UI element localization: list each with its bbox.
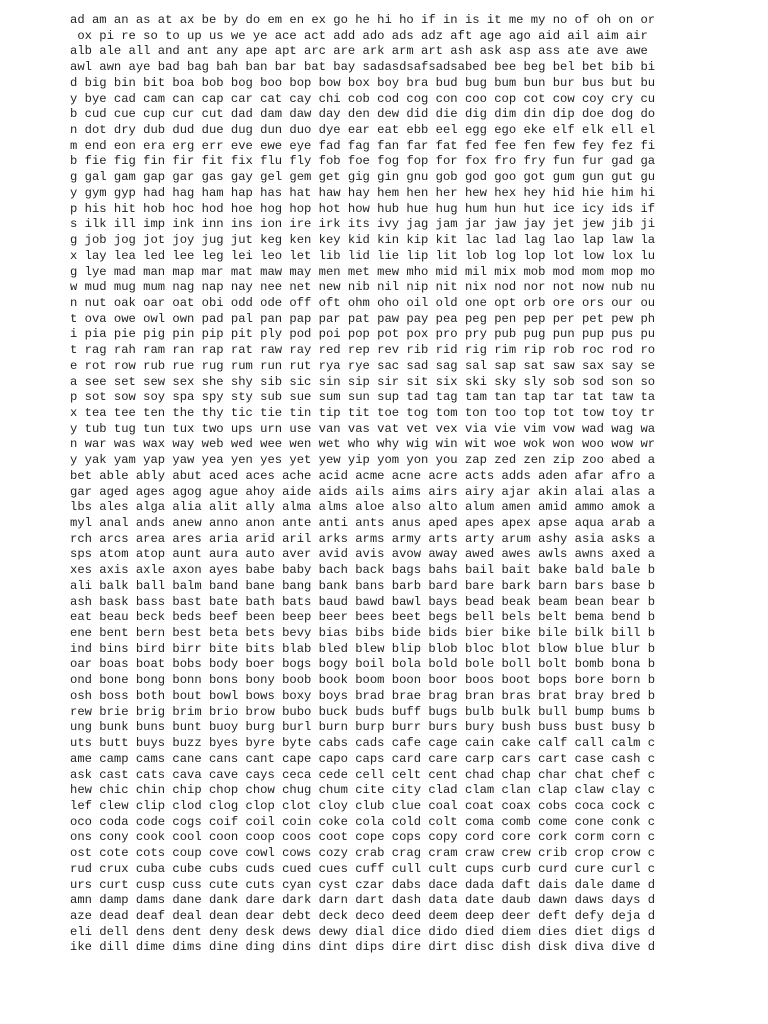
text-line: w mud mug mum nag nap nay nee net new nib nil nip nit nix nod nor not now nub nu	[70, 280, 656, 295]
document-page	[70, 13, 690, 956]
text-line: urs curt cusp cuss cute cuts cyan cyst czar dabs dace dada daft dais dale dame d	[70, 877, 656, 892]
text-line: b fie fig fin fir fit fix flu fly fob foe fog fop for fox fro fry fun fur gad ga	[70, 154, 656, 169]
text-line: n dot dry dub dud due dug dun duo dye ear eat ebb eel egg ego eke elf elk ell el	[70, 123, 656, 138]
text-line: gar aged ages agog ague ahoy aide aids ails aims airs airy ajar akin alai alas a	[70, 484, 656, 499]
text-line: osh boss both bout bowl bows boxy boys brad brae brag bran bras brat bray bred b	[70, 688, 656, 703]
text-line: ind bins bird birr bite bits blab bled blew blip blob bloc blot blow blue blur b	[70, 641, 656, 656]
text-line: aze dead deaf deal dean dear debt deck deco deed deem deep deer deft defy deja d	[70, 908, 656, 923]
text-line: e rot row rub rue rug rum run rut rya rye sac sad sag sal sap sat saw sax say se	[70, 358, 656, 373]
text-line: oco coda code cogs coif coil coin coke cola cold colt coma comb come cone conk c	[70, 814, 656, 829]
text-line: x tea tee ten the thy tic tie tin tip tit toe tog tom ton too top tot tow toy tr	[70, 405, 656, 420]
text-line: ash bask bass bast bate bath bats baud bawd bawl bays bead beak beam bean bear b	[70, 594, 656, 609]
text-line: ons cony cook cool coon coop coos coot cope cops copy cord core cork corm corn c	[70, 830, 656, 845]
text-line: d big bin bit boa bob bog boo bop bow box boy bra bud bug bum bun bur bus but bu	[70, 75, 656, 90]
text-line: rch arcs area ares aria arid aril arks arms army arts arty arum ashy asia asks a	[70, 531, 656, 546]
text-line: lef clew clip clod clog clop clot cloy club clue coal coat coax cobs coca cock c	[70, 798, 656, 813]
text-line: t rag rah ram ran rap rat raw ray red rep rev rib rid rig rim rip rob roc rod ro	[70, 343, 656, 358]
text-line: t ova owe owl own pad pal pan pap par pat paw pay pea peg pen pep per pet pew ph	[70, 311, 656, 326]
text-line: a see set sew sex she shy sib sic sin sip sir sit six ski sky sly sob sod son so	[70, 374, 656, 389]
text-line: myl anal ands anew anno anon ante anti ants anus aped apes apex apse aqua arab a	[70, 516, 656, 530]
text-line: ung bunk buns bunt buoy burg burl burn burp burr burs bury bush buss bust busy b	[70, 720, 656, 735]
text-line: s ilk ill imp ink inn ins ion ire irk its ivy jag jam jar jaw jay jet jew jib ji	[70, 217, 656, 232]
text-line: xes axis axle axon ayes babe baby bach back bags bahs bail bait bake bald bale b	[70, 563, 656, 578]
text-line: n war was wax way web wed wee wen wet who why wig win wit woe wok won woo wow wr	[70, 437, 656, 452]
text-line: eli dell dens dent deny desk dews dewy dial dice dido died diem dies diet digs d	[70, 924, 656, 939]
text-line: lbs ales alga alia alit ally alma alms aloe also alto alum amen amid ammo amok a	[70, 500, 656, 515]
text-line: ame camp cams cane cans cant cape capo caps card care carp cars cart case cash c	[70, 751, 656, 766]
text-line: hew chic chin chip chop chow chug chum cite city clad clam clan clap claw clay c	[70, 783, 656, 798]
text-line: p sot sow soy spa spy sty sub sue sum sun sup tad tag tam tan tap tar tat taw ta	[70, 390, 656, 405]
text-line: ond bone bong bonn bons bony boob book boom boon boor boos boot bops bore born b	[70, 673, 656, 688]
text-line: ali balk ball balm band bane bang bank bans barb bard bare bark barn bars base b	[70, 578, 656, 593]
text-line: ad am an as at ax be by do em en ex go he hi ho if in is it me my no of oh on or	[70, 13, 656, 27]
text-line: ask cast cats cava cave cays ceca cede cell celt cent chad chap char chat chef c	[70, 767, 656, 782]
text-line: oar boas boat bobs body boer bogs bogy boil bola bold bole boll bolt bomb bona b	[70, 657, 656, 672]
text-line: y gym gyp had hag ham hap has hat haw hay hem hen her hew hex hey hid hie him hi	[70, 185, 656, 200]
text-line: g job jog jot joy jug jut keg ken key kid kin kip kit lac lad lag lao lap law la	[70, 233, 656, 248]
text-line: ost cote cots coup cove cowl cows cozy crab crag cram craw crew crib crop crow c	[70, 846, 656, 861]
text-line: alb ale all and ant any ape apt arc are ark arm art ash ask asp ass ate ave awe	[70, 44, 648, 59]
text-line: n nut oak oar oat obi odd ode off oft ohm oho oil old one opt orb ore ors our ou	[70, 295, 656, 310]
text-line: ike dill dime dims dine ding dins dint dips dire dirt disc dish disk diva dive d	[70, 940, 656, 955]
text-line: sps atom atop aunt aura auto aver avid avis avow away awed awes awls awns axed a	[70, 547, 656, 562]
text-line: eat beau beck beds beef been beep beer bees beet begs bell bels belt bema bend b	[70, 610, 656, 625]
text-line: m end eon era erg err eve ewe eye fad fag fan far fat fed fee fen few fey fez fi	[70, 138, 656, 153]
text-line: ox pi re so to up us we ye ace act add ado ads adz aft age ago aid ail aim air	[70, 28, 648, 43]
text-line: amn damp dams dane dank dare dark darn dart dash data date daub dawn daws days d	[70, 893, 656, 908]
text-line: p his hit hob hoc hod hoe hog hop hot how hub hue hug hum hun hut ice icy ids if	[70, 201, 656, 216]
text-line: x lay lea led lee leg lei leo let lib lid lie lip lit lob log lop lot low lox lu	[70, 248, 656, 263]
text-line: y bye cad cam can cap car cat cay chi cob cod cog con coo cop cot cow coy cry cu	[70, 91, 656, 106]
text-line: g gal gam gap gar gas gay gel gem get gig gin gnu gob god goo got gum gun gut gu	[70, 170, 656, 185]
text-line: b cud cue cup cur cut dad dam daw day den dew did die dig dim din dip doe dog do	[70, 107, 656, 122]
text-line: rew brie brig brim brio brow bubo buck buds buff bugs bulb bulk bull bump bums b	[70, 704, 656, 719]
text-line: rud crux cuba cube cubs cuds cued cues cuff cull cult cups curb curd cure curl c	[70, 861, 656, 876]
text-line: y tub tug tun tux two ups urn use van vas vat vet vex via vie vim vow wad wag wa	[70, 421, 656, 436]
text-line: uts butt buys buzz byes byre byte cabs cads cafe cage cain cake calf call calm c	[70, 736, 656, 751]
text-line: y yak yam yap yaw yea yen yes yet yew yip yom yon you zap zed zen zip zoo abed a	[70, 453, 656, 468]
text-line: g lye mad man map mar mat maw may men met mew mho mid mil mix mob mod mom mop mo	[70, 264, 656, 279]
text-line: bet able ably abut aced aces ache acid acme acne acre acts adds aden afar afro a	[70, 468, 656, 483]
text-line: i pia pie pig pin pip pit ply pod poi pop pot pox pro pry pub pug pun pup pus pu	[70, 327, 656, 342]
text-line: ene bent bern best beta bets bevy bias bibs bide bids bier bike bile bilk bill b	[70, 626, 656, 641]
text-line: awl awn aye bad bag bah ban bar bat bay sadasdsafsadsabed bee beg bel bet bib bi	[70, 60, 656, 75]
